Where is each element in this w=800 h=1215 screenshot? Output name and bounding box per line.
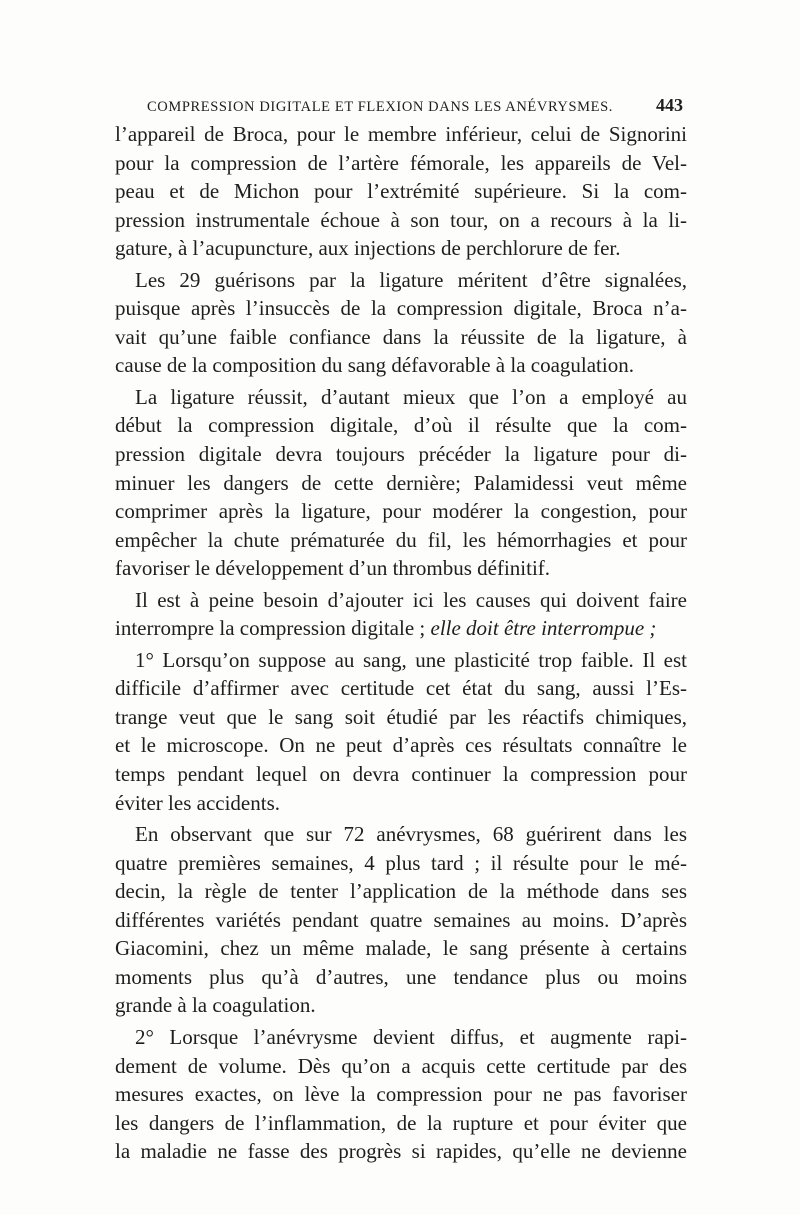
text-line: différentes variétés pendant quatre semaines au moins. D’après	[115, 907, 687, 932]
text-line: quatre premières semaines, 4 plus tard ; il résulte pour le mé-	[115, 850, 687, 875]
text-line-emphasis	[115, 614, 687, 643]
text-line: mesures exactes, on lève la compression pour ne pas favoriser	[115, 1082, 687, 1107]
text-line: Il est à peine besoin d’ajouter ici les causes qui doivent faire	[135, 587, 687, 612]
text-line: minuer les dangers de cette dernière; Palamidessi veut même	[115, 470, 687, 495]
text-line: empêcher la chute prématurée du fil, les hémorrhagies et pour	[115, 527, 687, 552]
text-line: la maladie ne fasse des progrès si rapides, qu’elle ne devienne	[115, 1139, 687, 1164]
running-head-title: COMPRESSION DIGITALE ET FLEXION DANS LES ANÉVRYSMES.	[147, 99, 614, 115]
text-line: vait qu’une faible confiance dans la réussite de la ligature, à	[115, 324, 687, 349]
text-line: pression instrumentale échoue à son tour, on a recours à la li-	[115, 207, 687, 232]
text-line: La ligature réussit, d’autant mieux que l’on a employé au	[135, 384, 687, 409]
text-line: Giacomini, chez un même malade, le sang présente à certains	[115, 936, 687, 961]
plain-text: interrompre la compression digitale ;	[115, 616, 431, 641]
italic-text: elle doit être interrompue ;	[430, 616, 657, 641]
text-line: comprimer après la ligature, pour modérer la congestion, pour	[115, 499, 687, 524]
paragraph-7	[115, 1023, 687, 1166]
text-line: l’appareil de Broca, pour le membre inférieur, celui de Signorini	[115, 122, 687, 146]
text-line: favoriser le développement d’un thrombus définitif.	[115, 556, 551, 581]
paragraph-1	[115, 120, 687, 263]
text-line: 2° Lorsque l’anévrysme devient diffus, et augmente rapi-	[135, 1024, 687, 1049]
text-line: pression digitale devra toujours précéder la ligature pour di-	[115, 442, 687, 467]
text-line: éviter les accidents.	[115, 790, 281, 815]
text-line: dement de volume. Dès qu’on a acquis cette certitude par des	[115, 1053, 687, 1078]
text-line: En observant que sur 72 anévrysmes, 68 guérirent dans les	[135, 822, 687, 847]
text-line: Les 29 guérisons par la ligature méritent d’être signalées,	[135, 267, 687, 292]
text-line: pour la compression de l’artère fémorale, les appareils de Vel-	[115, 150, 687, 175]
text-line: difficile d’affirmer avec certitude cet état du sang, aussi l’Es-	[115, 676, 687, 701]
text-line: et le microscope. On ne peut d’après ces résultats connaître le	[115, 733, 687, 758]
text-line: temps pendant lequel on devra continuer la compression pour	[115, 762, 687, 787]
paragraph-5	[115, 646, 687, 817]
paragraph-3	[115, 383, 687, 583]
text-line: moments plus qu’à d’autres, une tendance plus ou moins	[115, 964, 687, 989]
text-line: cause de la composition du sang défavorable à la coagulation.	[115, 353, 634, 378]
text-line: trange veut que le sang soit étudié par les réactifs chimiques,	[115, 704, 687, 729]
running-head	[147, 95, 683, 119]
text-line: 1° Lorsqu’on suppose au sang, une plasticité trop faible. Il est	[135, 647, 687, 672]
paragraph-4	[115, 586, 687, 643]
paragraph-2	[115, 266, 687, 380]
text-line: début la compression digitale, d’où il résulte que la com-	[115, 413, 687, 438]
text-line: peau et de Michon pour l’extrémité supérieure. Si la com-	[115, 179, 687, 204]
text-line: grande à la coagulation.	[115, 993, 316, 1018]
text-line: les dangers de l’inflammation, de la rupture et pour éviter que	[115, 1110, 687, 1135]
text-line: puisque après l’insuccès de la compression digitale, Broca n’a-	[115, 296, 687, 321]
paragraph-6	[115, 820, 687, 1020]
text-line: gature, à l’acupuncture, aux injections de perchlorure de fer.	[115, 236, 621, 261]
page-number: 443	[656, 95, 683, 115]
text-line: decin, la règle de tenter l’application de la méthode dans ses	[115, 879, 687, 904]
body-text	[115, 120, 687, 1169]
